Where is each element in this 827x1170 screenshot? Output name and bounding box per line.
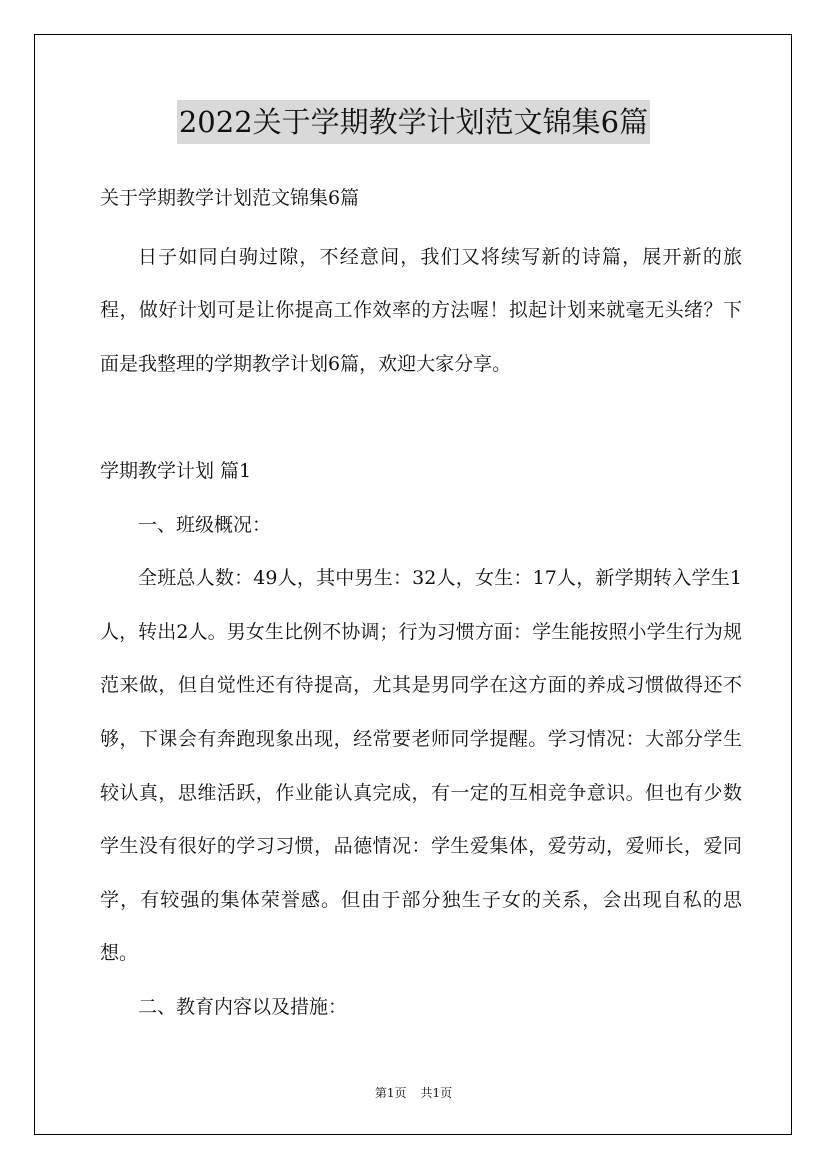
document-title: 2022关于学期教学计划范文锦集6篇	[177, 100, 650, 144]
page-footer	[0, 1084, 827, 1101]
section-heading: 学期教学计划 篇1	[100, 459, 252, 482]
part1-paragraph: 全班总人数：49人，其中男生：32人，女生：17人，新学期转入学生1人，转出2人。男女生比例不协调；行为习惯方面：学生能按照小学生行为规范来做，但自觉性还有待提高，尤其是男同学在这方面的养成习惯做得还不够，下课会有奔跑现象出现，经常要老师同学提醒。学习情况：大部分学生较认真，思维活跃，作业能认真完成，有一定的互相竞争意识。但也有少数学生没有很好的学习习惯，品德情况：学生爱集体，爱劳动，爱师长，爱同学，有较强的集体荣誉感。但由于部分独生子女的关系，会出现自私的思想。	[100, 567, 742, 965]
intro-paragraph: 日子如同白驹过隙，不经意间，我们又将续写新的诗篇，展开新的旅程，做好计划可是让你提高工作效率的方法喔！拟起计划来就毫无头绪？下面是我整理的学期教学计划6篇，欢迎大家分享。	[100, 245, 742, 375]
document-subtitle: 关于学期教学计划范文锦集6篇	[100, 187, 360, 209]
document-body	[100, 172, 742, 1035]
title-container	[0, 100, 827, 144]
page-number: 第1页	[374, 1086, 407, 1100]
part1-heading: 一、班级概况：	[138, 513, 272, 536]
part2-heading: 二、教育内容以及措施：	[138, 995, 348, 1018]
spacer	[100, 391, 742, 445]
page-total: 共1页	[420, 1086, 453, 1100]
